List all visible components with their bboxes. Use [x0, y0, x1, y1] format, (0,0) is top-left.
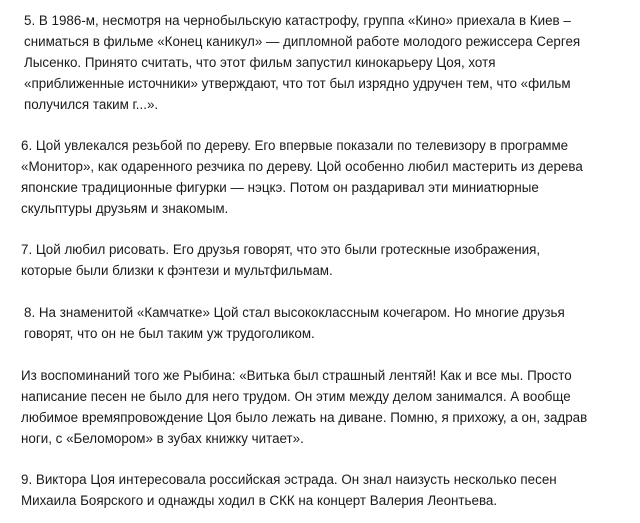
text-line: любимое времяпровождение Цоя было лежать на диване. Помню, я прихожу, а он, задрав [21, 410, 588, 425]
text-line: скульптуры друзьям и знакомым. [21, 201, 229, 216]
paragraph-fact-9 [21, 469, 621, 511]
text-line: 7. Цой любил рисовать. Его друзья говорят, что это были гротескные изображения, [21, 242, 541, 257]
text-line: написание песен не было для него трудом. Он этим между делом занимался. А вообще [21, 389, 571, 404]
text-line: сниматься в фильме «Конец каникул» — дипломной работе молодого режиссера Сергея [24, 34, 581, 49]
text-line: получился таким г...». [24, 97, 159, 112]
text-line: Из воспоминаний того же Рыбина: «Витька был страшный лентяй! Как и все мы. Просто [21, 368, 572, 383]
text-line: которые были близки к фэнтези и мультфильмам. [21, 263, 333, 278]
text-line: 9. Виктора Цоя интересовала российская эстрада. Он знал наизусть несколько песен [21, 472, 557, 487]
paragraph-fact-6 [21, 135, 621, 219]
text-line: «Монитор», как одаренного резчика по дереву. Цой особенно любил мастерить из дерева [21, 159, 583, 174]
text-line: Михаила Боярского и однажды ходил в СКК на концерт Валерия Леонтьева. [21, 493, 498, 508]
text-line: «приближенные источники» утверждают, что тот был изрядно удручен тем, что «фильм [24, 76, 571, 91]
text-line: Лысенко. Принято считать, что этот фильм запустил кинокарьеру Цоя, хотя [24, 55, 496, 70]
paragraph-fact-8 [24, 302, 624, 344]
text-line: говорят, что он не был таким уж трудоголиком. [24, 326, 315, 341]
text-line: японские традиционные фигурки — нэцкэ. Потом он раздаривал эти миниатюрные [21, 180, 539, 195]
text-line: 8. На знаменитой «Камчатке» Цой стал высококлассным кочегаром. Но многие друзья [24, 305, 565, 320]
text-line: 5. В 1986-м, несмотря на чернобыльскую катастрофу, группа «Кино» приехала в Киев – [24, 13, 571, 28]
text-line: ноги, с «Беломором» в зубах книжку читает». [21, 431, 304, 446]
paragraph-fact-5 [24, 10, 624, 115]
text-line: 6. Цой увлекался резьбой по дереву. Его впервые показали по телевизору в программе [21, 138, 569, 153]
paragraph-fact-7 [21, 239, 621, 281]
paragraph-quote-rybin [21, 365, 621, 449]
